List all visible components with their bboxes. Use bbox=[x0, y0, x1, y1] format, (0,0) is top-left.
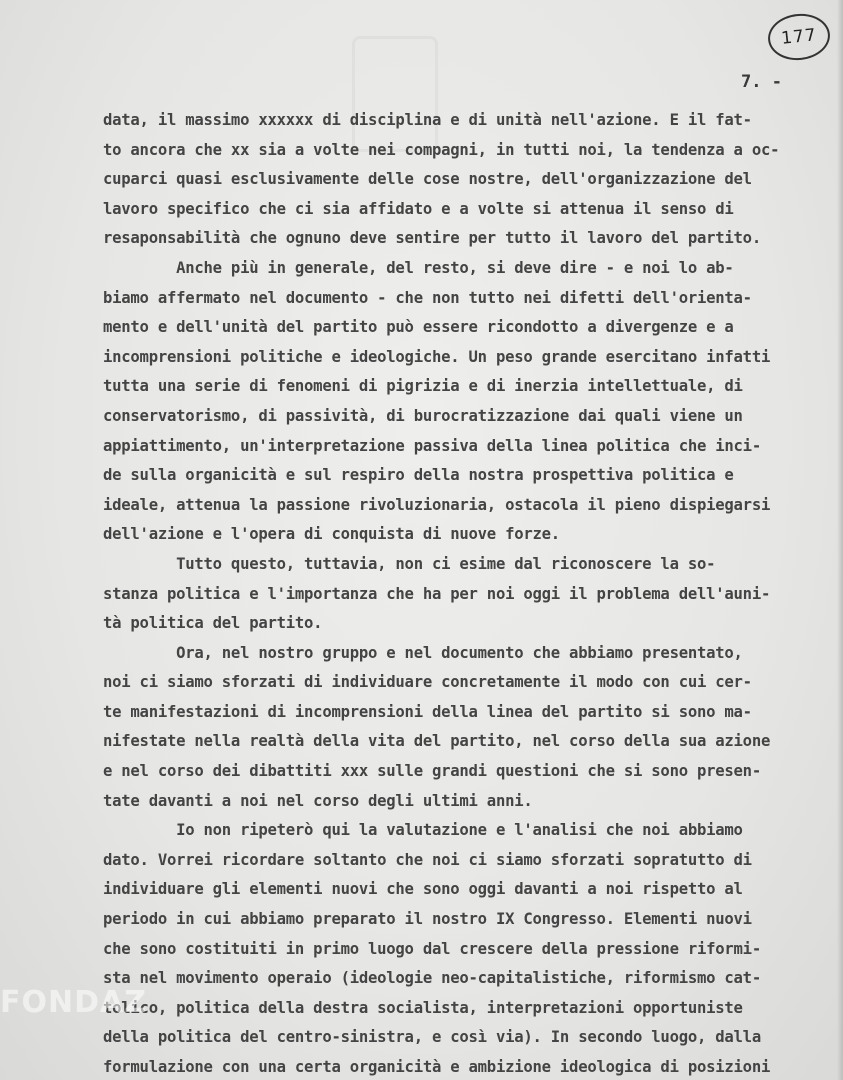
text-line: tolico, politica della destra socialista, interpretazioni opportuniste bbox=[103, 998, 743, 1017]
text-line: tà politica del partito. bbox=[103, 614, 323, 633]
text-line: resaponsabilità che ognuno deve sentire per tutto il lavoro del partito. bbox=[103, 229, 761, 248]
text-line: tate davanti a noi nel corso degli ultimi anni. bbox=[103, 791, 533, 810]
text-line: noi ci siamo sforzati di individuare concretamente il modo con cui cer- bbox=[103, 673, 752, 692]
text-line: cuparci quasi esclusivamente delle cose nostre, dell'organizzazione del bbox=[103, 170, 752, 189]
text-line: tutta una serie di fenomeni di pigrizia e di inerzia intellettuale, di bbox=[103, 377, 743, 396]
text-line: che sono costituiti in primo luogo dal crescere della pressione riformi- bbox=[103, 939, 761, 958]
text-line: de sulla organicità e sul respiro della nostra prospettiva politica e bbox=[103, 466, 734, 485]
text-line: individuare gli elementi nuovi che sono oggi davanti a noi rispetto al bbox=[103, 880, 743, 899]
text-line: periodo in cui abbiamo preparato il nostro IX Congresso. Elementi nuovi bbox=[103, 910, 752, 929]
body-text bbox=[103, 106, 813, 1080]
text-line: to ancora che xx sia a volte nei compagni, in tutti noi, la tendenza a oc- bbox=[103, 140, 780, 159]
text-line: appiattimento, un'interpretazione passiva della linea politica che inci- bbox=[103, 436, 761, 455]
scan-edge-shadow bbox=[837, 0, 843, 1080]
text-line: Anche più in generale, del resto, si deve dire - e noi lo ab- bbox=[103, 258, 734, 277]
text-line: Tutto questo, tuttavia, non ci esime dal riconoscere la so- bbox=[103, 554, 716, 573]
text-line: data, il massimo xxxxxx di disciplina e di unità nell'azione. E il fat- bbox=[103, 111, 752, 129]
text-line: biamo affermato nel documento - che non tutto nei difetti dell'orienta- bbox=[103, 288, 752, 307]
text-line: dell'azione e l'opera di conquista di nuove forze. bbox=[103, 525, 560, 544]
text-line: sta nel movimento operaio (ideologie neo-capitalistiche, riformismo cat- bbox=[103, 969, 761, 988]
text-line: formulazione con una certa organicità e ambizione ideologica di posizioni bbox=[103, 1058, 771, 1076]
text-line: Io non ripeterò qui la valutazione e l'analisi che noi abbiamo bbox=[103, 821, 743, 840]
text-line: ideale, attenua la passione rivoluzionaria, ostacola il pieno dispiegarsi bbox=[103, 495, 771, 514]
text-line: stanza politica e l'importanza che ha per noi oggi il problema dell'auni- bbox=[103, 584, 771, 603]
text-line: nifestate nella realtà della vita del partito, nel corso della sua azione bbox=[103, 732, 771, 751]
text-line: te manifestazioni di incomprensioni della linea del partito si sono ma- bbox=[103, 702, 752, 721]
text-line: incomprensioni politiche e ideologiche. Un peso grande esercitano infatti bbox=[103, 347, 771, 366]
archive-stamp: 177 bbox=[766, 11, 832, 63]
text-line: conservatorismo, di passività, di burocratizzazione dai quali viene un bbox=[103, 406, 743, 425]
text-line: Ora, nel nostro gruppo e nel documento che abbiamo presentato, bbox=[103, 643, 743, 662]
foundation-watermark: FONDAZ bbox=[0, 985, 147, 1020]
text-line: mento e dell'unità del partito può essere ricondotto a divergenze e a bbox=[103, 318, 734, 337]
page-number: 7. - bbox=[741, 72, 782, 92]
text-line: lavoro specifico che ci sia affidato e a volte si attenua il senso di bbox=[103, 199, 734, 218]
text-line: e nel corso dei dibattiti xxx sulle grandi questioni che si sono presen- bbox=[103, 762, 761, 781]
text-line: dato. Vorrei ricordare soltanto che noi ci siamo sforzati sopratutto di bbox=[103, 850, 752, 869]
text-line: della politica del centro-sinistra, e così via). In secondo luogo, dalla bbox=[103, 1028, 761, 1047]
